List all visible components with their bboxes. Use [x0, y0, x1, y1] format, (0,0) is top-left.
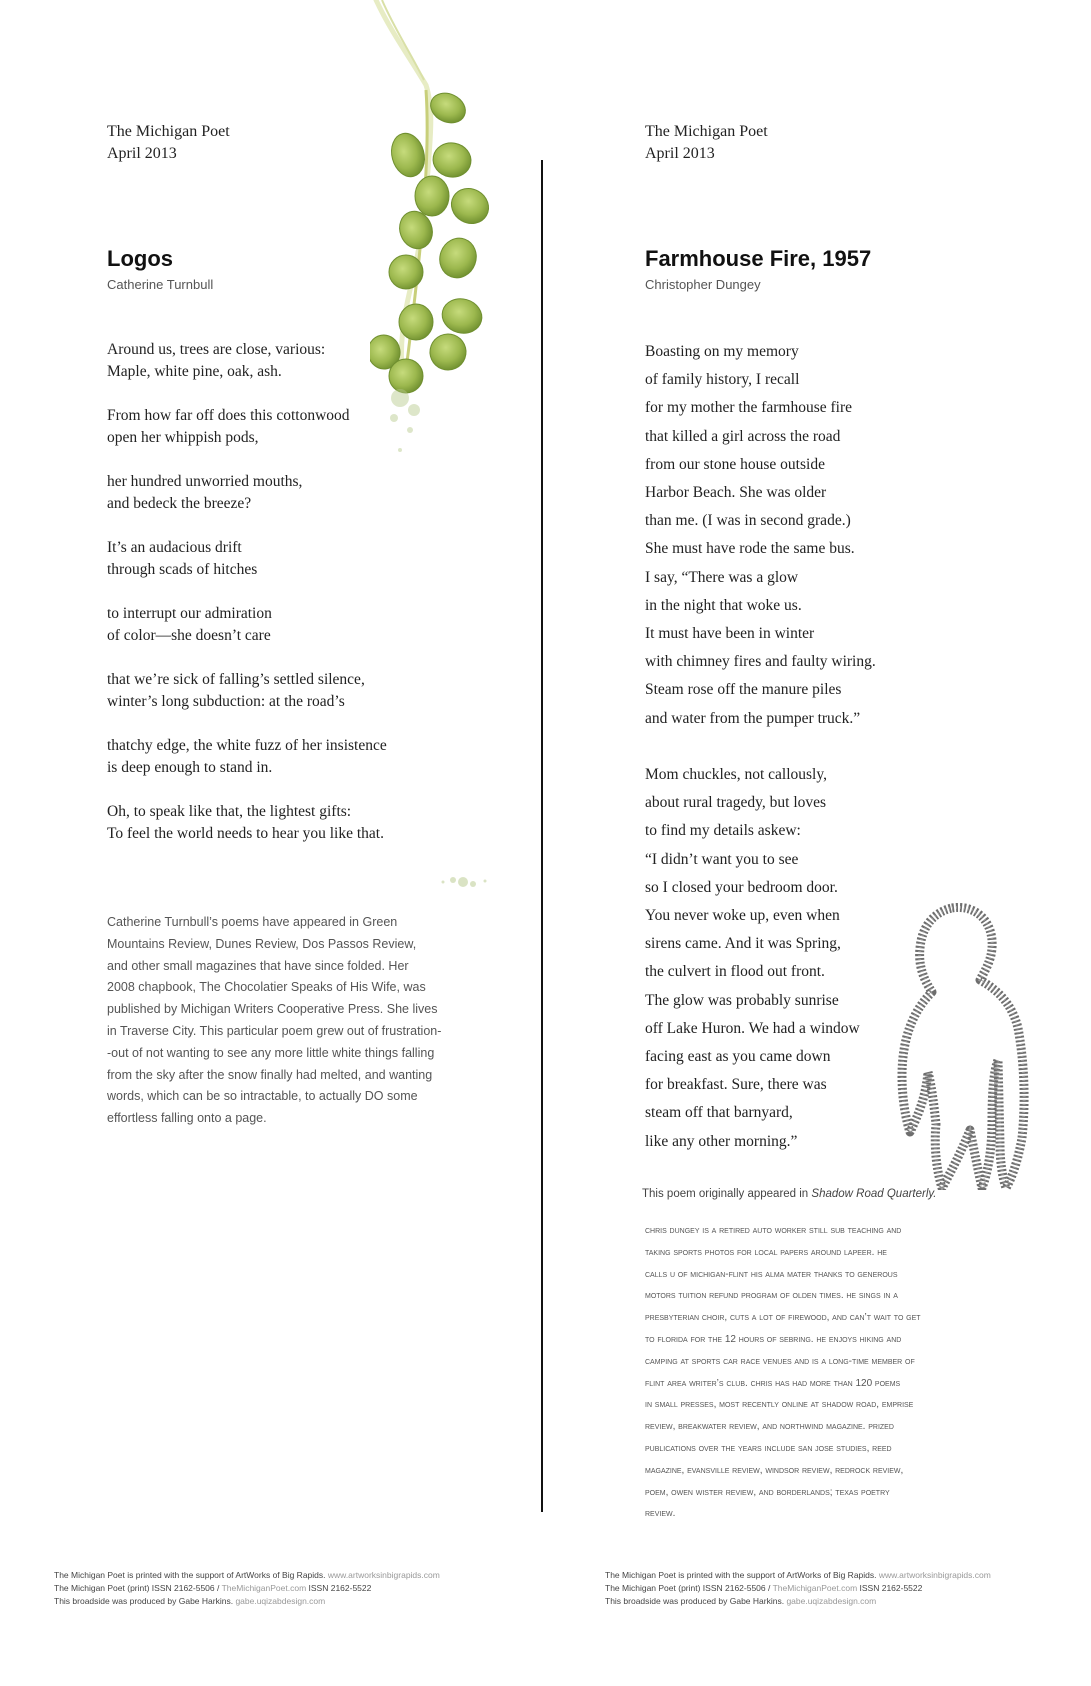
- footer-line: [605, 1582, 991, 1595]
- poem-line: “I didn’t want you to see: [645, 850, 799, 868]
- poem-line: From how far off does this cottonwood: [107, 407, 350, 424]
- artworks-link[interactable]: www.artworksinbigrapids.com: [878, 1570, 991, 1580]
- publication-name: The Michigan Poet: [645, 123, 768, 140]
- poem-body-logos: [107, 339, 387, 867]
- stanza: [645, 338, 876, 733]
- stanza: [107, 603, 387, 647]
- poem-line: the culvert in flood out front.: [645, 963, 825, 981]
- poem-line: and bedeck the breeze?: [107, 495, 252, 512]
- footer-support-text: The Michigan Poet is printed with the support of ArtWorks of Big Rapids.: [54, 1570, 328, 1580]
- publication-name: The Michigan Poet: [107, 123, 230, 140]
- poem-line: You never woke up, even when: [645, 907, 840, 925]
- poem-line: about rural tragedy, but loves: [645, 794, 827, 812]
- footer-issn-tail: ISSN 2162-5522: [857, 1583, 923, 1593]
- poem-line: It must have been in winter: [645, 625, 815, 643]
- author-bio-left: [107, 912, 479, 1130]
- bio-line: and other small magazines that have since folded. Her: [107, 958, 409, 973]
- footer-line: [54, 1582, 440, 1595]
- michigan-poet-link[interactable]: TheMichiganPoet.com: [772, 1583, 858, 1593]
- footer-line: [54, 1569, 440, 1582]
- footer-right: [605, 1569, 991, 1608]
- poem-line: than me. (I was in second grade.): [645, 512, 851, 530]
- poem-line: that killed a girl across the road: [645, 427, 841, 445]
- bio-line: taking sports photos for local papers around lapeer. he: [645, 1246, 887, 1258]
- poem-line: of family history, I recall: [645, 371, 800, 389]
- michigan-poet-link[interactable]: TheMichiganPoet.com: [221, 1583, 307, 1593]
- bio-line: camping at sports car race venues and is a long-time member of: [645, 1355, 915, 1367]
- poem-title-farmhouse-fire: Farmhouse Fire, 1957: [645, 246, 872, 271]
- footer-line: [605, 1595, 991, 1608]
- poem-line: through scads of hitches: [107, 561, 258, 578]
- cottonwood-fuzz-illustration: [435, 870, 495, 894]
- poem-line: from our stone house outside: [645, 455, 825, 473]
- footer-issn-text: The Michigan Poet (print) ISSN 2162-5506 /: [54, 1583, 222, 1593]
- poem-line: and water from the pumper truck.”: [645, 709, 861, 727]
- poem-line: Mom chuckles, not callously,: [645, 766, 827, 784]
- bio-line: motors tuition refund program of olden times. he sings in a: [645, 1290, 898, 1302]
- footer-producer-text: This broadside was produced by Gabe Harkins.: [605, 1596, 787, 1606]
- footer-producer-text: This broadside was produced by Gabe Harkins.: [54, 1596, 236, 1606]
- poem-line: It’s an audacious drift: [107, 539, 242, 556]
- bio-line: Mountains Review, Dunes Review, Dos Passos Review,: [107, 936, 417, 951]
- poem-line: facing east as you came down: [645, 1048, 831, 1066]
- poem-line: sirens came. And it was Spring,: [645, 935, 841, 953]
- bio-line: publications over the years include san jose studies, reed: [645, 1442, 892, 1454]
- bio-line: in small presses, most recently online at shadow road, emprise: [645, 1399, 914, 1411]
- masthead-right: [645, 121, 768, 165]
- poem-line: is deep enough to stand in.: [107, 759, 273, 776]
- poem-line: of color—she doesn’t care: [107, 627, 271, 644]
- poem-line: for breakfast. Sure, there was: [645, 1076, 827, 1094]
- bio-line: flint area writer’s club. chris has had more than 120 poems: [645, 1377, 901, 1389]
- footer-left: [54, 1569, 440, 1608]
- poem-body-farmhouse-fire: [645, 338, 876, 1184]
- poem-line: Around us, trees are close, various:: [107, 341, 326, 358]
- issue-date: April 2013: [107, 145, 177, 162]
- footer-issn-text: The Michigan Poet (print) ISSN 2162-5506 /: [605, 1583, 773, 1593]
- poem-line: Harbor Beach. She was older: [645, 484, 827, 502]
- designer-link[interactable]: gabe.uqizabdesign.com: [786, 1596, 877, 1606]
- stanza: [107, 537, 387, 581]
- footer-line: [54, 1595, 440, 1608]
- bio-line: review, breakwater review, and northwind magazine. prized: [645, 1421, 894, 1433]
- column-divider: [541, 160, 543, 1512]
- footer-support-text: The Michigan Poet is printed with the support of ArtWorks of Big Rapids.: [605, 1570, 879, 1580]
- poem-line: that we’re sick of falling’s settled silence,: [107, 671, 365, 688]
- designer-link[interactable]: gabe.uqizabdesign.com: [235, 1596, 326, 1606]
- footer-line: [605, 1569, 991, 1582]
- bio-line: presbyterian choir, cuts a lot of firewood, and can’t wait to get: [645, 1312, 921, 1324]
- poem-title-logos: Logos: [107, 246, 173, 271]
- poem-line: in the night that woke us.: [645, 596, 802, 614]
- poem-line: Boasting on my memory: [645, 343, 799, 360]
- stanza: [107, 471, 387, 515]
- poem-line: I say, “There was a glow: [645, 568, 799, 586]
- footer-issn-tail: ISSN 2162-5522: [306, 1583, 372, 1593]
- author-bio-right: [645, 1220, 1025, 1525]
- stanza: [107, 801, 387, 845]
- stanza: [645, 761, 876, 1156]
- stanza: [107, 339, 387, 383]
- orig-note-source: Shadow Road Quarterly.: [811, 1188, 937, 1200]
- stanza: [107, 669, 387, 713]
- poem-line: Steam rose off the manure piles: [645, 681, 842, 699]
- poem-line: She must have rode the same bus.: [645, 540, 855, 558]
- poem-line: Oh, to speak like that, the lightest gifts:: [107, 803, 352, 820]
- masthead-left: [107, 121, 230, 165]
- bio-line: words, which can be so intractable, to actually DO some: [107, 1089, 418, 1104]
- bio-line: calls u of michigan-flint his alma mater thanks to generous: [645, 1268, 898, 1280]
- stanza: [107, 735, 387, 779]
- issue-date: April 2013: [645, 145, 715, 162]
- bio-line: poem, owen wister review, and borderlands; texas poetry: [645, 1486, 890, 1498]
- poem-line: so I closed your bedroom door.: [645, 878, 838, 896]
- poem-author-right: Christopher Dungey: [645, 277, 761, 292]
- human-silhouette-illustration: [888, 900, 1038, 1190]
- poem-line: Maple, white pine, oak, ash.: [107, 363, 282, 380]
- poem-line: to interrupt our admiration: [107, 605, 272, 622]
- stanza: [107, 405, 387, 449]
- poem-line: thatchy edge, the white fuzz of her insistence: [107, 737, 387, 754]
- poem-line: her hundred unworried mouths,: [107, 473, 303, 490]
- cottonwood-pods-illustration: [370, 0, 530, 470]
- poem-line: steam off that barnyard,: [645, 1104, 793, 1122]
- bio-line: -out of not wanting to see any more little white things falling: [107, 1045, 435, 1060]
- poem-line: to find my details askew:: [645, 822, 801, 840]
- bio-line: review.: [645, 1508, 676, 1520]
- poem-line: winter’s long subduction: at the road’s: [107, 693, 345, 710]
- artworks-link[interactable]: www.artworksinbigrapids.com: [327, 1570, 440, 1580]
- bio-line: to florida for the 12 hours of sebring. he enjoys hiking and: [645, 1333, 902, 1345]
- bio-line: published by Michigan Writers Cooperative Press. She lives: [107, 1002, 438, 1017]
- bio-line: from the sky after the snow finally had melted, and wanting: [107, 1067, 433, 1082]
- poem-line: open her whippish pods,: [107, 429, 259, 446]
- bio-line: magazine, evansville review, windsor review, redrock review,: [645, 1464, 904, 1476]
- poem-line: like any other morning.”: [645, 1132, 798, 1150]
- poem-line: off Lake Huron. We had a window: [645, 1019, 860, 1037]
- bio-line: Catherine Turnbull’s poems have appeared in Green: [107, 915, 398, 929]
- poem-author-left: Catherine Turnbull: [107, 277, 214, 292]
- original-publication-note: [642, 1188, 936, 1200]
- bio-line: effortless falling onto a page.: [107, 1111, 267, 1126]
- bio-line: in Traverse City. This particular poem grew out of frustration-: [107, 1023, 442, 1038]
- poem-line: The glow was probably sunrise: [645, 991, 839, 1009]
- orig-note-prefix: This poem originally appeared in: [642, 1188, 812, 1200]
- poem-line: To feel the world needs to hear you like that.: [107, 825, 384, 842]
- bio-line: chris dungey is a retired auto worker still sub teaching and: [645, 1225, 902, 1236]
- bio-line: 2008 chapbook, The Chocolatier Speaks of His Wife, was: [107, 980, 426, 995]
- poem-line: with chimney fires and faulty wiring.: [645, 653, 876, 671]
- poem-line: for my mother the farmhouse fire: [645, 399, 853, 417]
